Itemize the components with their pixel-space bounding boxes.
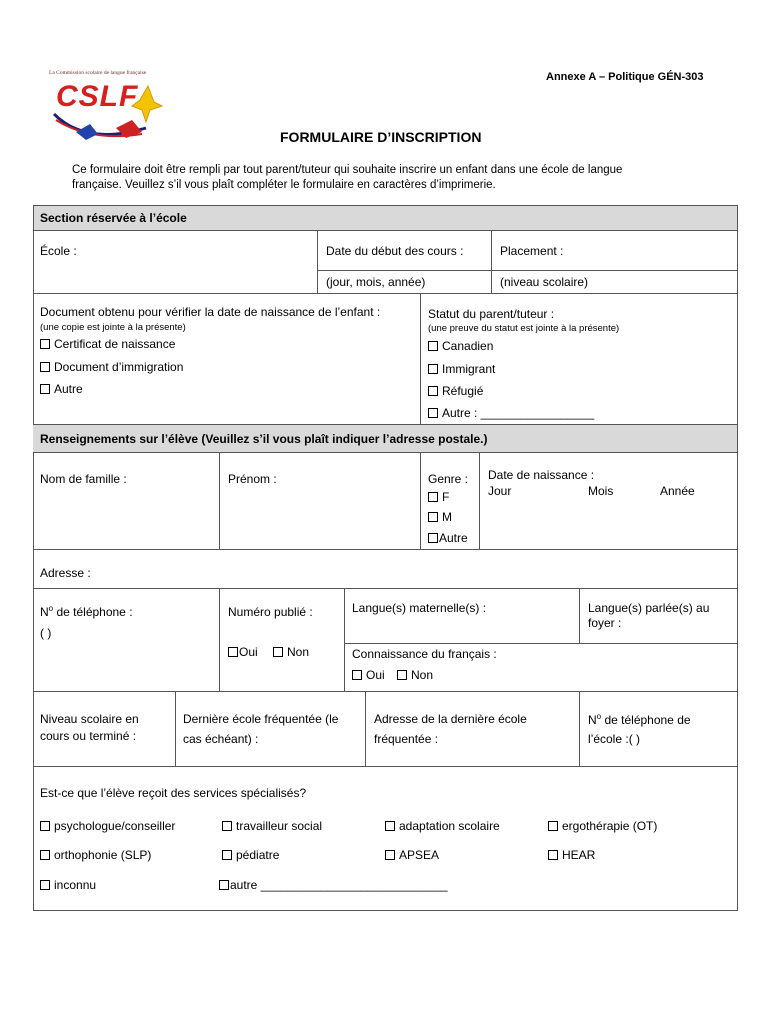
form-title: FORMULAIRE D’INSCRIPTION (280, 129, 482, 145)
prenom-label: Prénom : (228, 472, 277, 486)
telephone-ecole-label: $N^o$ de téléphone de (588, 712, 691, 727)
checkbox-apsea[interactable]: APSEA (385, 849, 439, 861)
checkbox-icon (428, 492, 438, 502)
placement-label: Placement : (500, 244, 564, 258)
checkbox-genre-m[interactable]: M (428, 511, 452, 523)
checkbox-refugie[interactable]: Réfugié (428, 385, 483, 397)
adresse-ecole-label-1: Adresse de la dernière école (374, 712, 527, 726)
checkbox-publie-oui[interactable]: Oui (228, 646, 258, 658)
checkbox-icon (40, 339, 50, 349)
checkbox-immigration[interactable]: Document d’immigration (40, 361, 183, 373)
logo (46, 68, 166, 148)
checkbox-icon (428, 533, 438, 543)
checkbox-ergotherapie[interactable]: ergothérapie (OT) (548, 820, 657, 832)
date-debut-label: Date du début des cours : (326, 244, 464, 258)
niveau-label-1: Niveau scolaire en (40, 712, 139, 726)
langue-parlee-label-2: foyer : (588, 616, 622, 630)
derniere-ecole-label-1: Dernière école fréquentée (le (183, 712, 339, 726)
checkbox-icon (548, 850, 558, 860)
checkbox-immigrant[interactable]: Immigrant (428, 363, 495, 375)
checkbox-statut-autre[interactable]: Autre : _________________ (428, 407, 594, 419)
school-section-heading: Section réservée à l’école (40, 211, 187, 225)
logo-org-text: La Commission scolaire de langue française (49, 70, 147, 76)
checkbox-certificat[interactable]: Certificat de naissance (40, 338, 175, 350)
logo-text: CSLF (56, 80, 139, 113)
ecole-label: École : (40, 244, 77, 258)
dob-label: Date de naissance : (488, 468, 595, 482)
checkbox-pediatre[interactable]: pédiatre (222, 849, 279, 861)
langue-maternelle-label: Langue(s) maternelle(s) : (352, 601, 487, 615)
telephone-label: $N^o$ de téléphone : (40, 604, 133, 619)
intro-line-2: française. Veuillez s’il vous plaît compléter le formulaire en caractères d’imprimerie. (72, 179, 496, 191)
statut-note: (une preuve du statut est jointe à la présente) (428, 323, 620, 334)
checkbox-services-autre[interactable]: autre ____________________________ (219, 879, 448, 891)
student-section-heading: Renseignements sur l’élève (Veuillez s’il vous plaît indiquer l’adresse postale.) (40, 432, 488, 446)
numero-publie-label: Numéro publié : (228, 605, 313, 619)
checkbox-connaissance-oui[interactable]: Oui (352, 669, 385, 681)
doc-copy-note: (une copie est jointe à la présente) (40, 322, 186, 333)
adresse-ecole-label-2: fréquentée : (374, 732, 439, 746)
checkbox-icon (428, 512, 438, 522)
checkbox-hear[interactable]: HEAR (548, 849, 595, 861)
checkbox-icon (40, 362, 50, 372)
date-format-hint: (jour, mois, année) (326, 275, 426, 289)
checkbox-icon (40, 384, 50, 394)
checkbox-inconnu[interactable]: inconnu (40, 879, 96, 891)
checkbox-icon (40, 821, 50, 831)
dob-annee: Année (660, 484, 695, 498)
checkbox-psychologue[interactable]: psychologue/conseiller (40, 820, 175, 832)
checkbox-icon (428, 364, 438, 374)
genre-label: Genre : (428, 472, 469, 486)
checkbox-icon (548, 821, 558, 831)
checkbox-icon (40, 880, 50, 890)
statut-label: Statut du parent/tuteur : (428, 307, 555, 321)
checkbox-icon (385, 821, 395, 831)
checkbox-connaissance-non[interactable]: Non (397, 669, 433, 681)
telephone-paren: ( ) (40, 626, 52, 640)
langue-parlee-label-1: Langue(s) parlée(s) au (588, 601, 710, 615)
checkbox-icon (428, 386, 438, 396)
checkbox-travailleur-social[interactable]: travailleur social (222, 820, 322, 832)
nom-famille-label: Nom de famille : (40, 472, 127, 486)
connaissance-label: Connaissance du français : (352, 647, 497, 661)
checkbox-icon (219, 880, 229, 890)
adresse-label: Adresse : (40, 566, 91, 580)
checkbox-doc-autre[interactable]: Autre (40, 383, 83, 395)
telephone-ecole-paren: l’école :( ) (588, 732, 641, 746)
dob-mois: Mois (588, 484, 614, 498)
checkbox-canadien[interactable]: Canadien (428, 340, 493, 352)
checkbox-adaptation[interactable]: adaptation scolaire (385, 820, 500, 832)
checkbox-icon (228, 647, 238, 657)
intro-line-1: Ce formulaire doit être rempli par tout parent/tuteur qui souhaite inscrire un enfant dans une école de langue (72, 164, 623, 176)
checkbox-genre-autre[interactable]: Autre (428, 532, 468, 544)
checkbox-icon (40, 850, 50, 860)
checkbox-icon (428, 341, 438, 351)
checkbox-orthophonie[interactable]: orthophonie (SLP) (40, 849, 151, 861)
checkbox-icon (397, 670, 407, 680)
checkbox-icon (273, 647, 283, 657)
doc-obtained-label: Document obtenu pour vérifier la date de naissance de l’enfant : (40, 305, 381, 319)
derniere-ecole-label-2: cas échéant) : (183, 732, 259, 746)
checkbox-icon (222, 821, 232, 831)
checkbox-icon (428, 408, 438, 418)
checkbox-genre-f[interactable]: F (428, 491, 449, 503)
niveau-label-2: cours ou terminé : (40, 729, 137, 743)
services-question: Est-ce que l’élève reçoit des services spécialisés? (40, 786, 307, 800)
dob-jour: Jour (488, 484, 512, 498)
checkbox-icon (385, 850, 395, 860)
checkbox-icon (352, 670, 362, 680)
checkbox-icon (222, 850, 232, 860)
annex-label: Annexe A – Politique GÉN-303 (546, 71, 704, 83)
checkbox-publie-non[interactable]: Non (273, 646, 309, 658)
placement-hint: (niveau scolaire) (500, 275, 589, 289)
